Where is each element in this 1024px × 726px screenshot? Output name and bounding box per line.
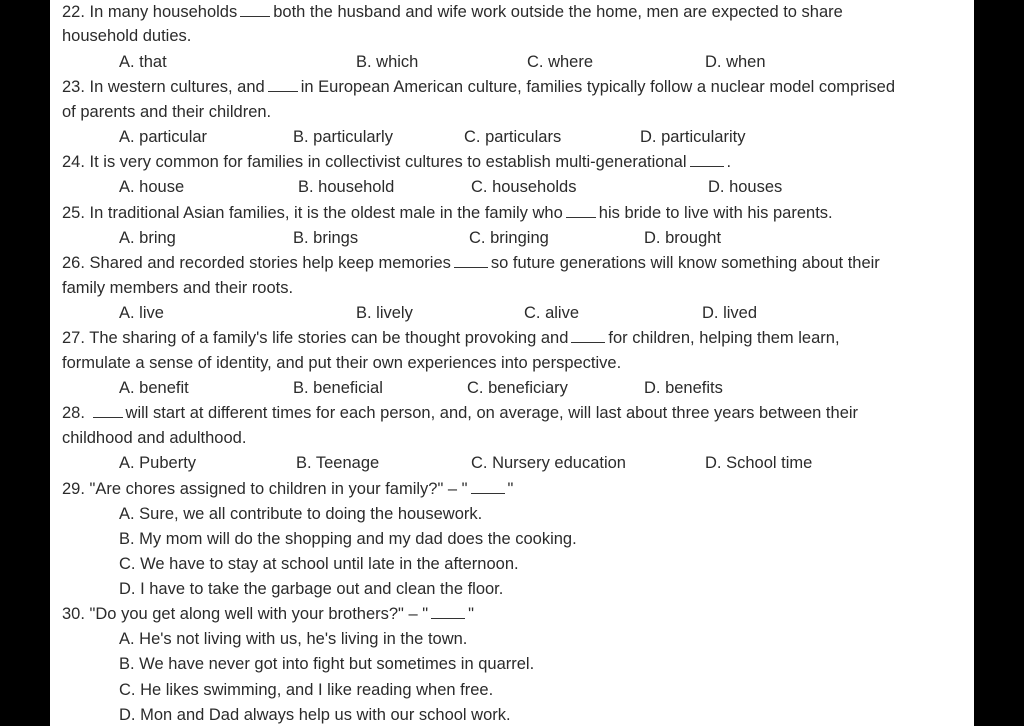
question-23-option-a: A. particular [119,128,208,146]
question-27-option-d: D. benefits [644,379,723,397]
answer-blank [93,405,123,418]
question-24-option-c: C. households [471,178,577,196]
question-29-option-d: D. I have to take the garbage out and clean the floor. [119,580,504,598]
question-24-option-b: B. household [298,178,395,196]
question-22-option-a: A. that [119,53,167,71]
answer-blank [690,154,724,167]
question-25-option-d: D. brought [644,229,722,247]
question-22-stem: 22. In many households both the husband and wife work outside the home, men are expected to share [62,3,843,21]
question-23-stem: 23. In western cultures, and in European American culture, families typically follow a nuclear model comprised [62,78,895,96]
question-23-option-b: B. particularly [293,128,393,146]
answer-blank [571,330,605,343]
question-24-option-a: A. house [119,178,185,196]
question-30-option-c: C. He likes swimming, and I like reading when free. [119,681,494,699]
question-22-option-c: C. where [527,53,594,71]
question-26-stem: 26. Shared and recorded stories help keep memories so future generations will know something about their [62,254,880,272]
question-27-stem: 27. The sharing of a family's life stories can be thought provoking and for children, helping them learn, [62,329,840,347]
question-26-option-d: D. lived [702,304,758,322]
question-28-option-c: C. Nursery education [471,454,626,472]
answer-blank [240,4,270,17]
answer-blank [566,205,596,218]
question-25-stem: 25. In traditional Asian families, it is the oldest male in the family who his bride to live with his parents. [62,204,833,222]
question-25-option-b: B. brings [293,229,359,247]
question-30-stem: 30. "Do you get along well with your brothers?" – " " [62,605,474,623]
question-28-stem: 28. will start at different times for each person, and, on average, will last about three years between their [62,404,859,422]
question-23-option-d: D. particularity [640,128,746,146]
question-29-stem: 29. "Are chores assigned to children in your family?" – " " [62,480,514,498]
question-30-option-a: A. He's not living with us, he's living in the town. [119,630,468,648]
question-27-option-b: B. beneficial [293,379,383,397]
answer-blank [431,606,465,619]
question-26-option-c: C. alive [524,304,580,322]
question-29-option-a: A. Sure, we all contribute to doing the housework. [119,505,483,523]
question-24-stem: 24. It is very common for families in collectivist cultures to establish multi-generational . [62,153,732,171]
answer-blank [454,255,488,268]
question-28-stem-cont: childhood and adulthood. [62,429,247,447]
question-22-stem-cont: household duties. [62,27,192,45]
question-29-option-c: C. We have to stay at school until late in the afternoon. [119,555,519,573]
question-24-option-d: D. houses [708,178,783,196]
question-30-option-d: D. Mon and Dad always help us with our school work. [119,706,511,724]
question-25-option-a: A. bring [119,229,176,247]
question-23-stem-cont: of parents and their children. [62,103,272,121]
question-23-option-c: C. particulars [464,128,562,146]
question-25-option-c: C. bringing [469,229,549,247]
question-28-option-d: D. School time [705,454,813,472]
question-28-option-b: B. Teenage [296,454,380,472]
question-27-option-a: A. benefit [119,379,189,397]
question-28-option-a: A. Puberty [119,454,197,472]
question-22-option-b: B. which [356,53,419,71]
question-22-option-d: D. when [705,53,766,71]
answer-blank [471,481,505,494]
question-27-option-c: C. beneficiary [467,379,568,397]
question-27-stem-cont: formulate a sense of identity, and put their own experiences into perspective. [62,354,622,372]
answer-blank [268,79,298,92]
question-29-option-b: B. My mom will do the shopping and my dad does the cooking. [119,530,577,548]
question-30-option-b: B. We have never got into fight but sometimes in quarrel. [119,655,535,673]
question-26-stem-cont: family members and their roots. [62,279,294,297]
question-26-option-b: B. lively [356,304,413,322]
question-26-option-a: A. live [119,304,164,322]
worksheet-page [50,0,974,726]
